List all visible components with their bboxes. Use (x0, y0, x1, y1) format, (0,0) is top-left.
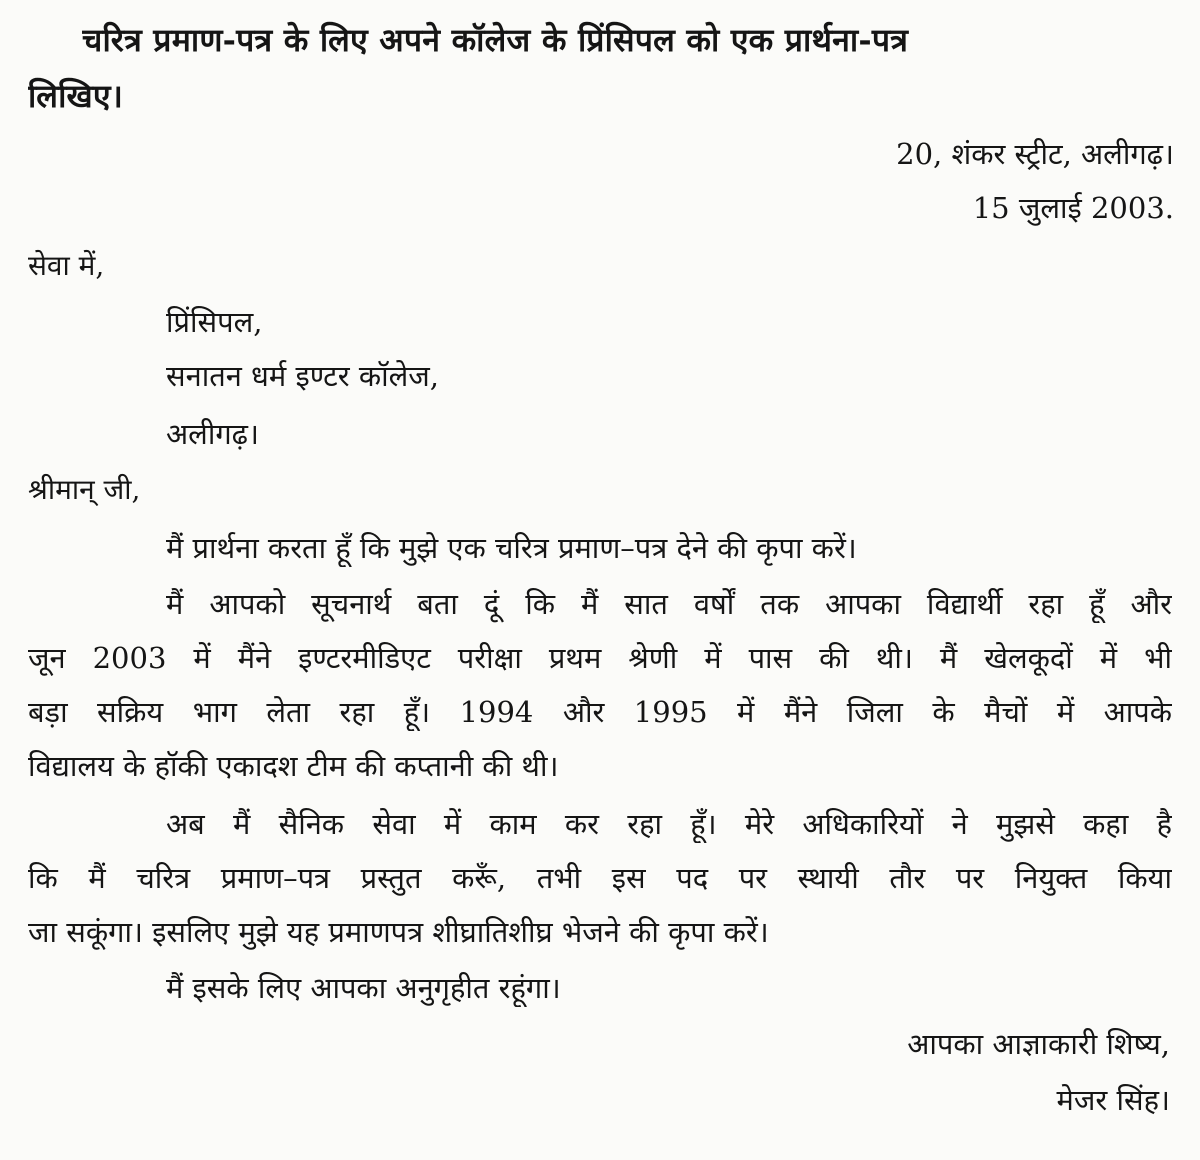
body-line-9: मैं इसके लिए आपका अनुगृहीत रहूंगा। (166, 971, 561, 1005)
recipient-city: अलीगढ़। (166, 417, 259, 451)
greeting: श्रीमान् जी, (28, 473, 141, 506)
body-line-1: मैं प्रार्थना करता हूँ कि मुझे एक चरित्र प्रमाण–पत्र देने की कृपा करें। (166, 531, 857, 565)
body-line-6: अब मैं सैनिक सेवा में काम कर रहा हूँ। मेरे अधिकारियों ने मुझसे कहा है (166, 807, 1172, 841)
body-line-8: जा सकूंगा। इसलिए मुझे यह प्रमाणपत्र शीघ्रातिशीघ्र भेजने की कृपा करें। (28, 915, 769, 949)
recipient-institution: सनातन धर्म इण्टर कॉलेज, (166, 359, 440, 393)
to-heading: सेवा में, (28, 249, 105, 282)
exercise-title-line-2: लिखिए। (28, 77, 124, 115)
sender-address: 20, शंकर स्ट्रीट, अलीगढ़। (896, 137, 1174, 171)
body-line-3: जून 2003 में मैंने इण्टरमीडिएट परीक्षा प्रथम श्रेणी में पास की थी। मैं खेलकूदों में भी (28, 641, 1172, 675)
recipient-designation: प्रिंसिपल, (166, 305, 263, 339)
body-line-7: कि मैं चरित्र प्रमाण–पत्र प्रस्तुत करूँ, तभी इस पद पर स्थायी तौर पर नियुक्त किया (28, 861, 1172, 895)
closing-phrase: आपका आज्ञाकारी शिष्य, (907, 1027, 1170, 1061)
signature-name: मेजर सिंह। (1056, 1083, 1170, 1117)
letter-date: 15 जुलाई 2003. (972, 191, 1174, 225)
body-line-2: मैं आपको सूचनार्थ बता दूं कि मैं सात वर्षों तक आपका विद्यार्थी रहा हूँ और (166, 587, 1172, 621)
exercise-title-line-1: चरित्र प्रमाण-पत्र के लिए अपने कॉलेज के प्रिंसिपल को एक प्रार्थना-पत्र (82, 21, 909, 59)
body-line-5: विद्यालय के हॉकी एकादश टीम की कप्तानी की थी। (28, 749, 559, 783)
body-line-4: बड़ा सक्रिय भाग लेता रहा हूँ। 1994 और 1995 में मैंने जिला के मैचों में आपके (28, 695, 1172, 729)
